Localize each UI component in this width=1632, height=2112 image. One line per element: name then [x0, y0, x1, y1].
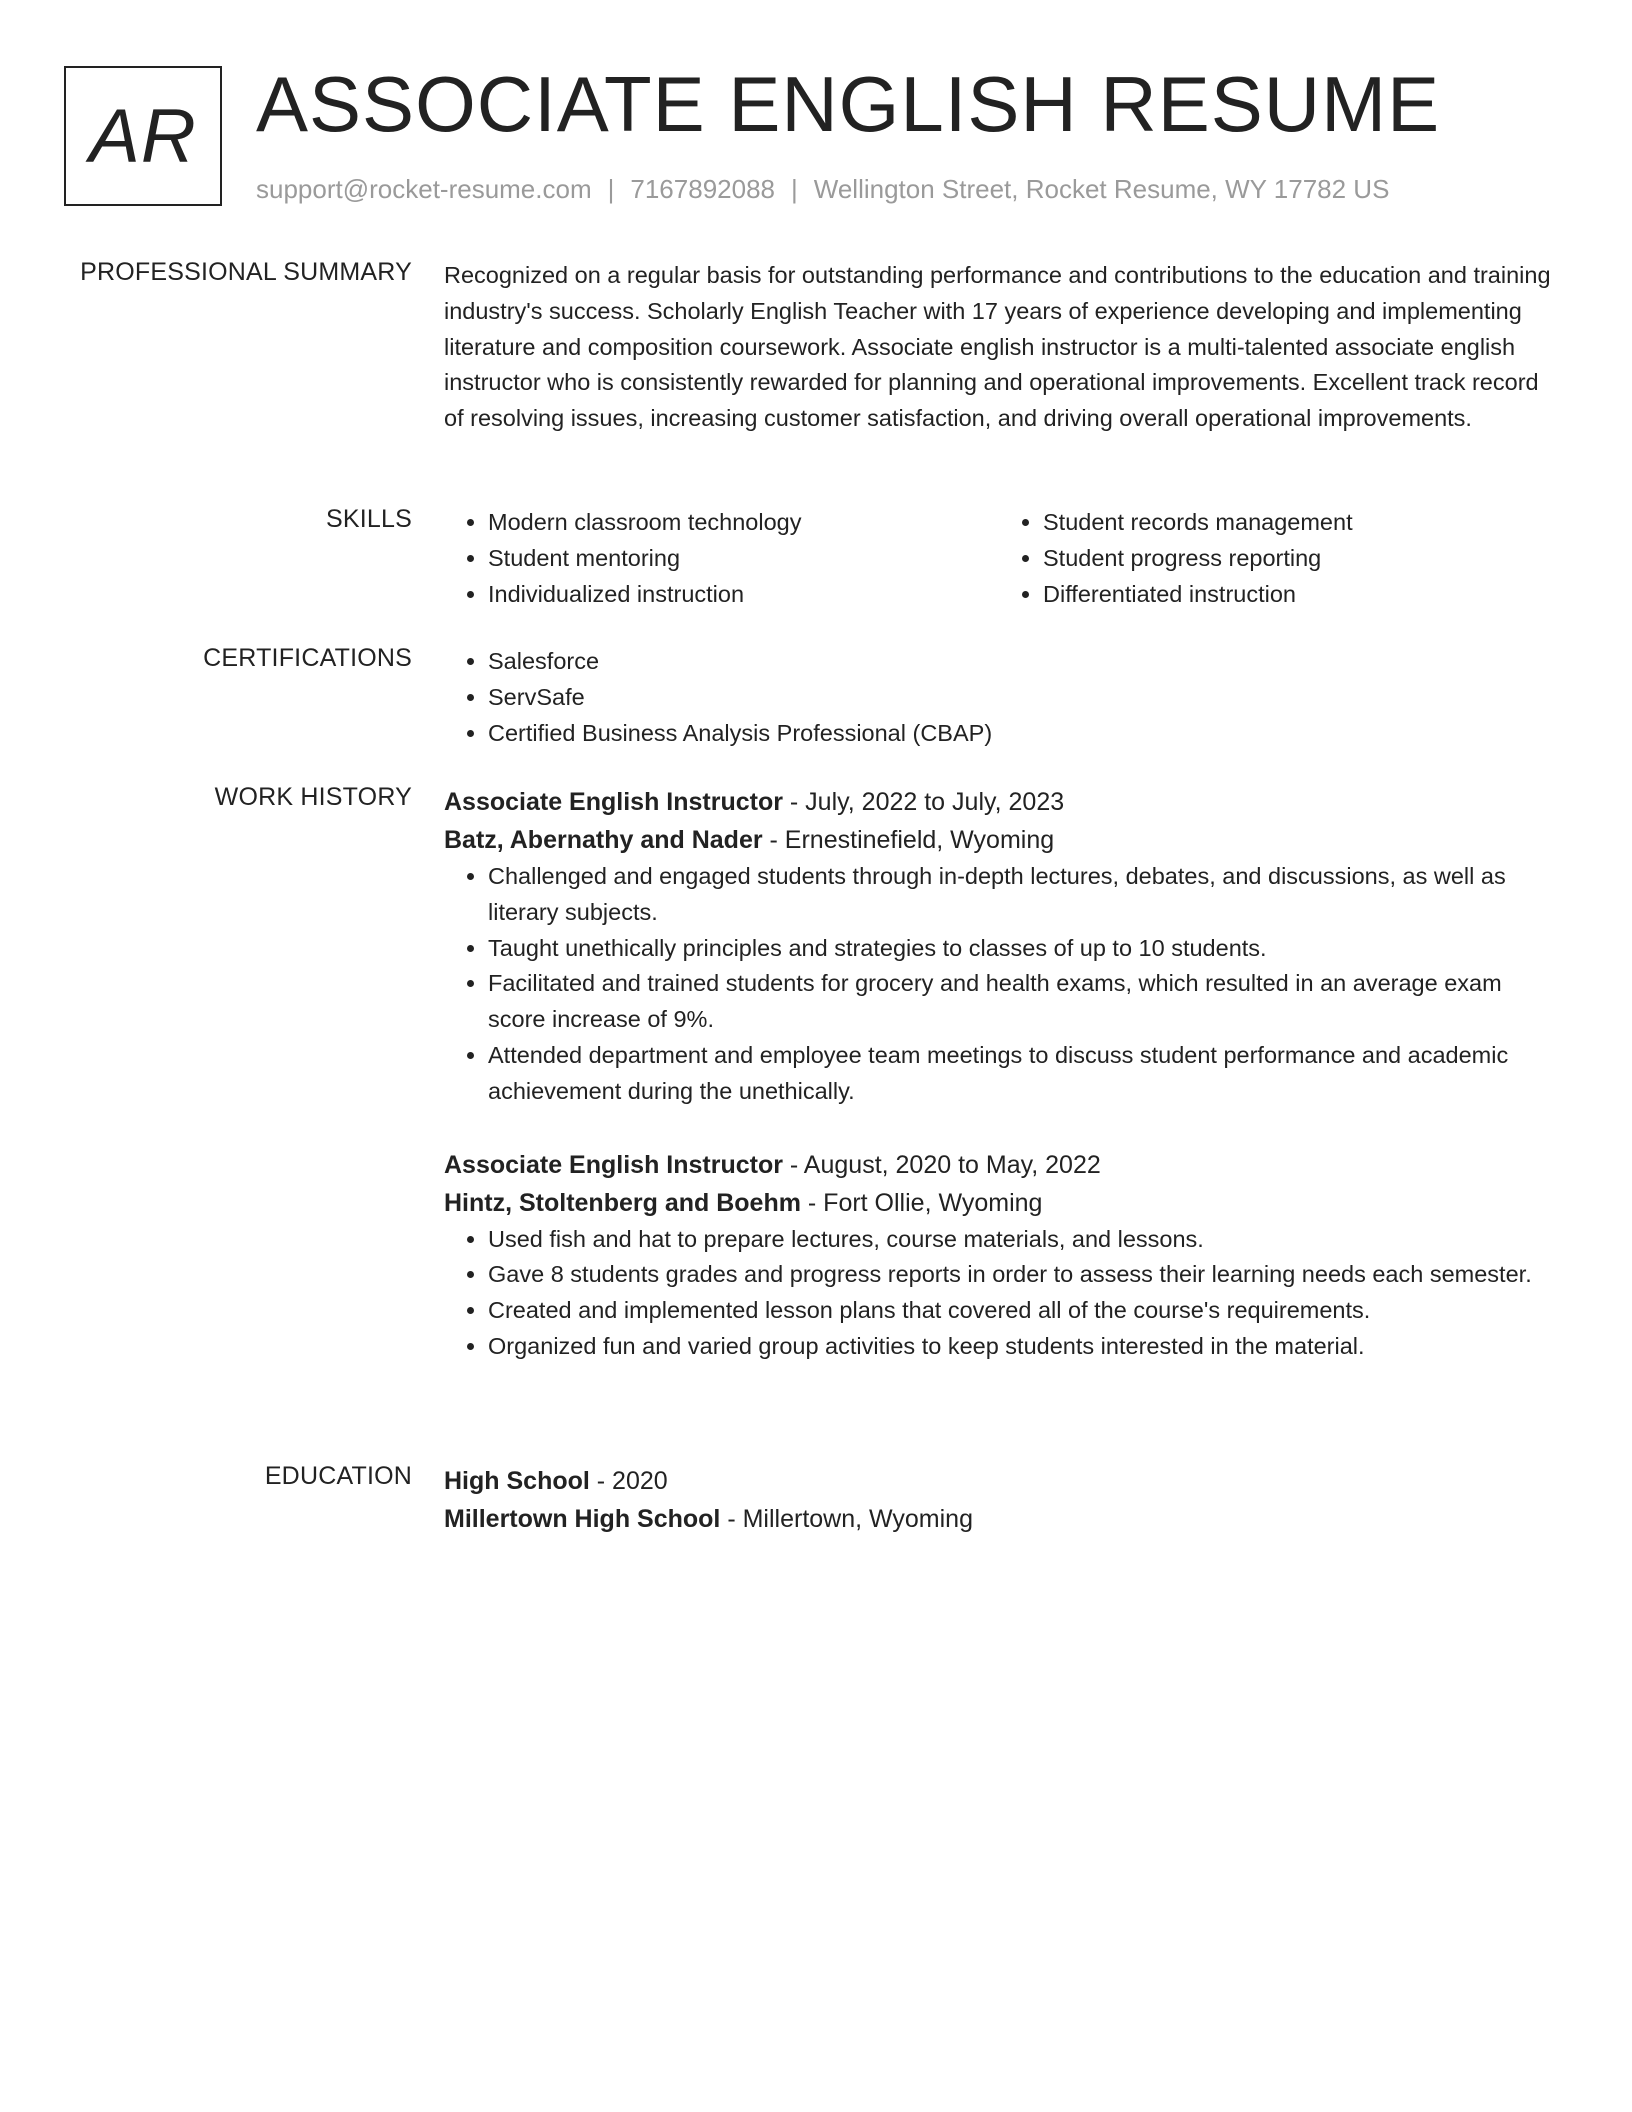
contact-separator: |: [791, 174, 798, 204]
certification-item: • Certified Business Analysis Professional (CBAP): [488, 716, 1554, 752]
resume-title: ASSOCIATE ENGLISH RESUME: [256, 60, 1441, 148]
monogram-initials: AR: [89, 93, 197, 179]
job-bullet: • Taught unethically principles and strategies to classes of up to 10 students.: [488, 931, 1554, 967]
job-title: Associate English Instructor: [444, 1150, 783, 1179]
summary-heading: PROFESSIONAL SUMMARY: [80, 258, 412, 286]
skills-list-left: [444, 505, 999, 612]
job-bullets: [444, 859, 1554, 1110]
job-bullet: • Gave 8 students grades and progress reports in order to assess their learning needs each semester.: [488, 1257, 1554, 1293]
education-year: - 2020: [589, 1467, 668, 1495]
job-bullet: • Challenged and engaged students through in-depth lectures, debates, and discussions, as well as literary subjects.: [488, 859, 1554, 931]
monogram-badge: [64, 66, 222, 206]
job-bullet: • Created and implemented lesson plans that covered all of the course's requirements.: [488, 1293, 1554, 1329]
job-location: - Ernestinefield, Wyoming: [762, 826, 1055, 854]
summary-text: Recognized on a regular basis for outstanding performance and contributions to the education and training industry's success. Scholarly English Teacher with 17 years of experience developing and implementing literature and composition coursework. Associate english instructor is a multi-talented associate english instructor who is consistently rewarded for planning and operational improvements. Excellent track record of resolving issues, increasing customer satisfaction, and driving overall operational improvements.: [444, 262, 1551, 432]
certification-item: • Salesforce: [488, 644, 1554, 680]
skill-item: • Student progress reporting: [1043, 541, 1554, 577]
job-title-line: [444, 1146, 1554, 1184]
skill-item: • Student mentoring: [488, 541, 999, 577]
job-entry: [444, 783, 1554, 1110]
certifications-list: [444, 644, 1554, 751]
work-history-heading: WORK HISTORY: [214, 783, 412, 811]
certification-item: • ServSafe: [488, 680, 1554, 716]
contact-line: [256, 174, 1389, 205]
contact-phone[interactable]: 7167892088: [630, 174, 775, 204]
job-location: - Fort Ollie, Wyoming: [800, 1188, 1043, 1217]
job-company: Batz, Abernathy and Nader: [444, 826, 763, 854]
contact-email[interactable]: support@rocket-resume.com: [256, 174, 592, 204]
education-school: Millertown High School: [444, 1505, 721, 1533]
job-company-line: [444, 1184, 1554, 1222]
job-dates: - July, 2022 to July, 2023: [782, 788, 1065, 816]
skills-list-right: [999, 505, 1554, 612]
job-company: Hintz, Stoltenberg and Boehm: [444, 1188, 801, 1217]
skills-heading: SKILLS: [326, 505, 412, 533]
job-bullet: • Facilitated and trained students for grocery and health exams, which resulted in an average exam score increase of 9%.: [488, 966, 1554, 1038]
education-location: - Millertown, Wyoming: [720, 1505, 973, 1533]
education-degree-line: [444, 1462, 1554, 1500]
job-bullet: • Organized fun and varied group activities to keep students interested in the material.: [488, 1329, 1554, 1365]
job-bullet: • Attended department and employee team meetings to discuss student performance and academic achievement during the unethically.: [488, 1038, 1554, 1110]
education-school-line: [444, 1500, 1554, 1538]
job-title-line: [444, 783, 1554, 821]
job-bullet: • Used fish and hat to prepare lectures, course materials, and lessons.: [488, 1222, 1554, 1258]
job-entry: [444, 1146, 1554, 1365]
job-dates: - August, 2020 to May, 2022: [782, 1150, 1101, 1179]
job-company-line: [444, 821, 1554, 859]
certifications-heading: CERTIFICATIONS: [203, 644, 412, 672]
contact-separator: |: [607, 174, 615, 204]
job-title: Associate English Instructor: [444, 788, 783, 816]
skill-item: • Differentiated instruction: [1043, 577, 1554, 613]
skill-item: • Student records management: [1043, 505, 1554, 541]
skill-item: • Modern classroom technology: [488, 505, 999, 541]
education-heading: EDUCATION: [264, 1462, 412, 1490]
job-bullets: [444, 1222, 1554, 1365]
contact-address: Wellington Street, Rocket Resume, WY 17782 US: [813, 174, 1390, 204]
skill-item: • Individualized instruction: [488, 577, 999, 613]
education-degree: High School: [444, 1467, 590, 1495]
